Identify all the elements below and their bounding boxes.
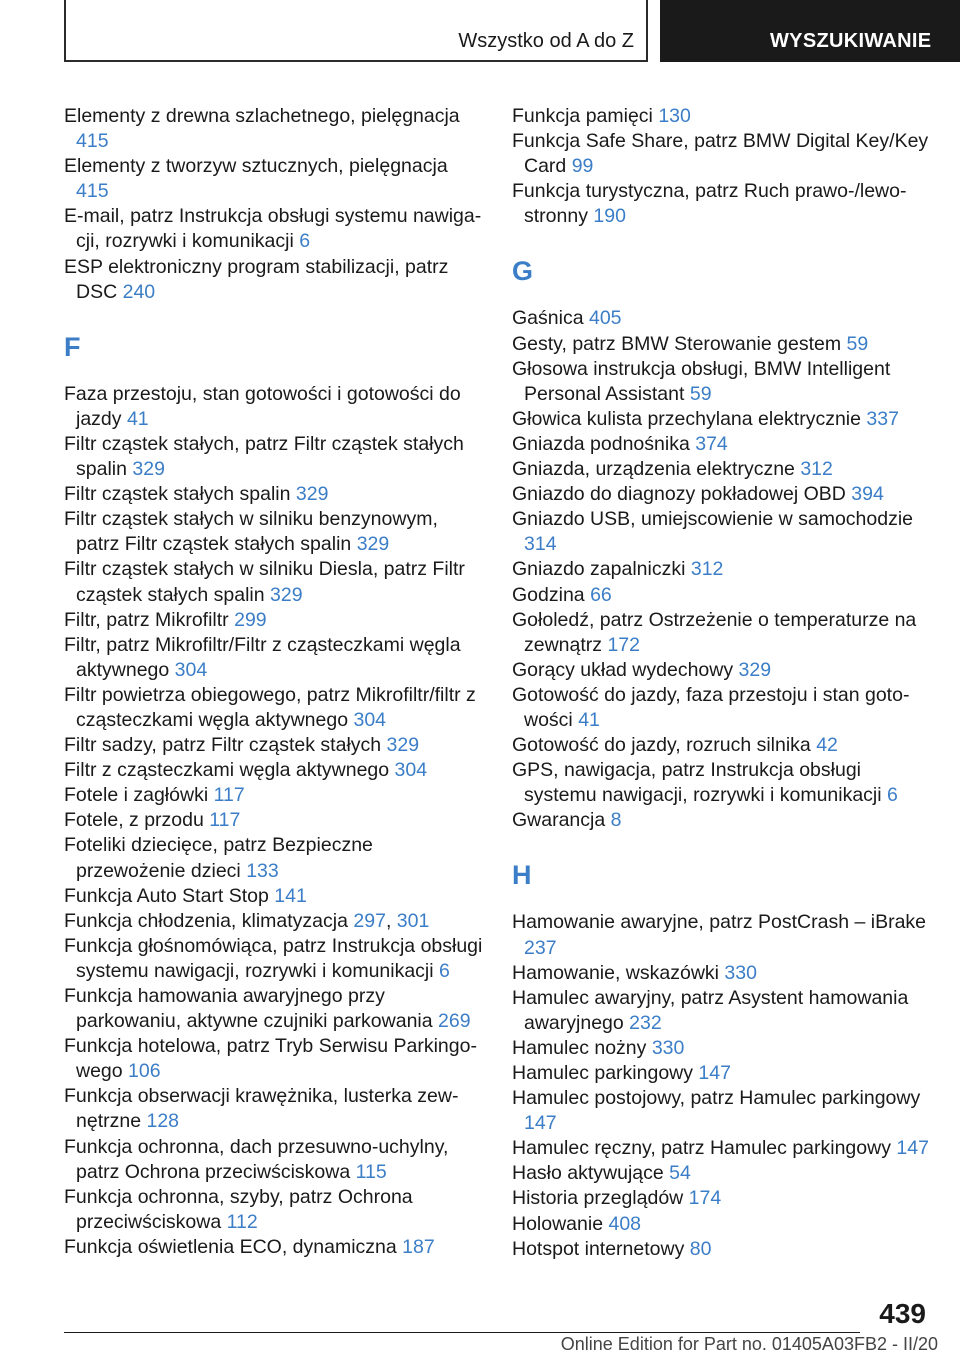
- page-ref-link[interactable]: 329: [386, 734, 420, 757]
- index-entry-text: Godzina: [512, 583, 585, 606]
- page-ref-link[interactable]: 337: [866, 407, 899, 430]
- index-entry: [64, 482, 484, 507]
- index-entry: [512, 1136, 932, 1161]
- index-entry: [512, 658, 932, 683]
- index-entry-text: Gniazdo do diagnozy pokładowej OBD: [512, 483, 846, 506]
- page-ref-link[interactable]: 329: [738, 658, 772, 681]
- index-entry-text: ESP elektroniczny program stabilizacji, patrz DSC: [64, 255, 449, 303]
- index-entry-text: Funkcja obserwacji krawężnika, lusterka zewnętrzne: [64, 1085, 459, 1133]
- index-entry: [64, 1084, 484, 1134]
- index-entry-text: Filtr, patrz Mikrofiltr/Filtr z cząsteczkami węgla aktywnego: [64, 633, 461, 681]
- page-number: 439: [879, 1298, 926, 1329]
- index-entry: [64, 1034, 484, 1084]
- index-entry: [64, 783, 484, 808]
- index-entry-text: Funkcja Safe Share, patrz BMW Digital Key/Key Card: [512, 130, 929, 178]
- page-ref-link[interactable]: 304: [353, 708, 387, 731]
- index-entry-text: Filtr, patrz Mikrofiltr: [64, 608, 229, 631]
- index-entry: [512, 507, 932, 557]
- index-entry: [512, 357, 932, 407]
- page-ref-link[interactable]: 330: [651, 1036, 685, 1059]
- page-ref-link[interactable]: 54: [669, 1162, 691, 1185]
- index-entry: [64, 733, 484, 758]
- index-entry: [512, 733, 932, 758]
- page-ref-link[interactable]: 394: [851, 483, 884, 506]
- index-entry: [64, 934, 484, 984]
- section-letter: G: [512, 256, 534, 287]
- index-entry-text: Hamulec parkingowy: [512, 1062, 693, 1084]
- page-ref-link[interactable]: 41: [578, 708, 600, 731]
- page-ref-link[interactable]: 299: [234, 608, 267, 631]
- index-entry: [64, 984, 484, 1034]
- index-column-left: [64, 104, 484, 1260]
- section-letter: H: [512, 860, 532, 891]
- index-entry-text: Hamulec postojowy, patrz Hamulec parkingowy: [512, 1087, 921, 1110]
- page-ref-link[interactable]: 66: [590, 583, 612, 606]
- index-entry: [512, 758, 932, 808]
- index-entry: [64, 833, 484, 883]
- index-entry-text: Elementy z tworzyw sztucznych, pielęgnacja: [64, 155, 448, 178]
- page-ref-link[interactable]: 80: [689, 1237, 712, 1260]
- index-entry: [512, 583, 932, 608]
- page-ref-link[interactable]: 405: [588, 307, 622, 330]
- index-entry: [64, 758, 484, 783]
- page-ref-link[interactable]: 415: [76, 180, 109, 203]
- index-entry: [512, 557, 932, 582]
- index-entry-text: Funkcja głośnomówiąca, patrz Instrukcja obsługi systemu nawigacji, rozrywki i komunikacji: [64, 934, 483, 982]
- index-entry: [512, 129, 932, 179]
- index-entry-text: Filtr powietrza obiegowego, patrz Mikrofiltr/filtr z cząsteczkami węgla aktywnego: [64, 683, 476, 731]
- index-entry: [512, 1161, 932, 1186]
- page-ref-link[interactable]: 237: [524, 936, 557, 959]
- index-entry-text: Hamowanie awaryjne, patrz PostCrash – iBrake: [512, 911, 927, 934]
- page-ref-link[interactable]: 240: [122, 280, 156, 303]
- index-entry-text: Holowanie: [512, 1212, 604, 1235]
- footer-edition: Online Edition for Part no. 01405A03FB2 - II/20: [560, 1334, 938, 1354]
- index-entry: [64, 255, 484, 305]
- index-entry-text: Gorący układ wydechowy: [512, 658, 734, 681]
- page-ref-link[interactable]: 374: [695, 432, 728, 455]
- index-entry: [512, 306, 932, 331]
- index-entry: [64, 683, 484, 733]
- index-entry-text: Hamulec awaryjny, patrz Asystent hamowania awaryjnego: [512, 986, 909, 1034]
- page-ref-link[interactable]: 312: [800, 458, 833, 481]
- index-entry-text: GPS, nawigacja, patrz Instrukcja obsługi systemu nawigacji, rozrywki i komunikacji: [512, 759, 882, 807]
- index-entry-text: Filtr cząstek stałych spalin: [64, 483, 291, 506]
- index-entry: [64, 1235, 484, 1260]
- page-ref-link[interactable]: 147: [896, 1137, 929, 1160]
- index-entry: [512, 432, 932, 457]
- index-entry: [64, 633, 484, 683]
- index-entry-text: Głosowa instrukcja obsługi, BMW Intelligent Personal Assistant: [512, 357, 891, 405]
- index-entry-text: Gesty, patrz BMW Sterowanie gestem: [512, 332, 842, 355]
- index-entry: [512, 1237, 932, 1262]
- index-entry-text: Foteliki dziecięce, patrz Bezpieczne przewożenie dzieci: [64, 834, 373, 882]
- index-entry-text: Filtr cząstek stałych w silniku Diesla, patrz Filtr cząstek stałych spalin: [64, 558, 465, 606]
- index-entry: [512, 457, 932, 482]
- index-entry-text: Fotele i zagłówki: [64, 784, 209, 807]
- index-entry-text: Gniazdo zapalniczki: [512, 558, 686, 581]
- index-entry: [512, 1061, 932, 1086]
- index-entry: [512, 808, 932, 833]
- index-entry: [64, 557, 484, 607]
- page-ref-link[interactable]: 330: [724, 961, 757, 984]
- page-ref-link[interactable]: 115: [355, 1160, 387, 1183]
- index-entry-text: Funkcja hamowania awaryjnego przy parkowaniu, aktywne czujniki parkowania: [64, 985, 433, 1033]
- page-ref-link[interactable]: 329: [270, 583, 303, 606]
- index-entry-text: Funkcja oświetlenia ECO, dynamiczna: [64, 1235, 397, 1258]
- index-entry: [512, 104, 932, 129]
- page-ref-link[interactable]: 269: [438, 1010, 471, 1033]
- index-entry: [512, 1086, 932, 1136]
- index-entry-text: Funkcja Auto Start Stop: [64, 884, 269, 907]
- page-ref-link[interactable]: 117: [209, 809, 241, 832]
- page-ref-link[interactable]: 304: [394, 759, 428, 782]
- index-entry-text: Gaśnica: [512, 307, 584, 330]
- index-entry: [512, 683, 932, 733]
- index-entry-text: Hamulec ręczny, patrz Hamulec parkingowy: [512, 1137, 891, 1160]
- page-ref-link[interactable]: 6: [439, 959, 450, 982]
- index-entry-text: Hotspot internetowy: [512, 1237, 685, 1260]
- index-entry: [512, 179, 932, 229]
- index-entry-text: Gotowość do jazdy, faza przestoju i stan gotowości: [512, 683, 910, 731]
- index-entry: [64, 432, 484, 482]
- index-entry: [512, 910, 932, 960]
- page-ref-link[interactable]: 117: [213, 784, 245, 807]
- index-entry-text: Głowica kulista przechylana elektrycznie: [512, 407, 861, 430]
- footer-rule: [64, 1332, 860, 1333]
- index-entry-text: Funkcja pamięci: [512, 105, 653, 127]
- index-entry: [64, 808, 484, 833]
- page-ref-link[interactable]: 408: [608, 1212, 642, 1235]
- header-title: Wszystko od A do Z: [458, 30, 634, 52]
- page-ref-link[interactable]: 329: [132, 458, 165, 481]
- index-entry-text: Gniazda podnośnika: [512, 432, 690, 455]
- page-ref-link[interactable]: 6: [887, 784, 898, 807]
- page-ref-link[interactable]: 301: [396, 909, 430, 932]
- index-entry-text: Faza przestoju, stan gotowości i gotowości do jazdy: [64, 382, 461, 430]
- index-entry: Funkcja chłodzenia, klimatyzacja 297, 301: [64, 909, 430, 932]
- section-letter: F: [64, 331, 81, 362]
- page-ref-link[interactable]: 190: [593, 205, 626, 228]
- index-entry-text: Elementy z drewna szlachetnego, pielęgnacja: [64, 105, 460, 127]
- page-ref-link[interactable]: 312: [690, 558, 724, 581]
- page-ref-link[interactable]: 329: [356, 533, 390, 556]
- index-column-right: [512, 104, 932, 1262]
- page-ref-link[interactable]: 232: [629, 1011, 662, 1034]
- index-entry-text: Funkcja chłodzenia, klimatyzacja: [64, 909, 348, 932]
- index-entry: [64, 1185, 484, 1235]
- index-entry: [64, 884, 484, 909]
- page-ref-link[interactable]: 130: [658, 105, 691, 127]
- index-entry: [64, 1135, 484, 1185]
- page-ref-link[interactable]: 59: [689, 382, 712, 405]
- index-entry: [64, 507, 484, 557]
- page-ref-link[interactable]: 133: [246, 859, 279, 882]
- index-entry-text: Fotele, z przodu: [64, 809, 204, 832]
- index-entry-text: Hamowanie, wskazówki: [512, 961, 719, 984]
- page-ref-link[interactable]: 304: [174, 658, 208, 681]
- page-ref-link[interactable]: 99: [571, 155, 594, 178]
- page-ref-link[interactable]: 415: [76, 130, 109, 153]
- index-entry: [64, 608, 484, 633]
- index-entry-text: Filtr z cząsteczkami węgla aktywnego: [64, 759, 390, 782]
- index-entry-text: Funkcja ochronna, szyby, patrz Ochrona przeciwściskowa: [64, 1185, 413, 1233]
- index-entry-text: Hamulec nożny: [512, 1036, 647, 1059]
- page-ref-link[interactable]: 187: [402, 1235, 435, 1258]
- page-ref-link[interactable]: 314: [524, 533, 557, 556]
- index-entry: [64, 204, 484, 254]
- index-entry-text: Gwarancja: [512, 809, 606, 832]
- page-ref-link[interactable]: 112: [226, 1210, 258, 1233]
- page-ref-link[interactable]: 141: [274, 884, 307, 907]
- index-entry: [64, 382, 484, 432]
- index-entry: [64, 154, 484, 204]
- index-entry: [512, 1186, 932, 1211]
- index-entry-text: Funkcja turystyczna, patrz Ruch prawo-/lewostronny: [512, 180, 907, 228]
- header-section-tab[interactable]: [660, 0, 960, 62]
- page-ref-link[interactable]: 42: [816, 734, 838, 757]
- header-section-label: WYSZUKIWANIE: [770, 30, 932, 52]
- index-entry: [512, 407, 932, 432]
- index-entry: [512, 482, 932, 507]
- page-ref-link[interactable]: 106: [128, 1060, 161, 1083]
- page-ref-link[interactable]: 329: [295, 483, 329, 506]
- page-ref-link[interactable]: 128: [146, 1110, 180, 1133]
- index-entry-text: Gniazdo USB, umiejscowienie w samochodzie: [512, 508, 914, 531]
- page-ref-link[interactable]: 147: [524, 1112, 557, 1135]
- index-entry-text: Gołoledź, patrz Ostrzeżenie o temperaturze na zewnątrz: [512, 608, 917, 656]
- index-entry-text: Gniazda, urządzenia elektryczne: [512, 458, 795, 481]
- index-entry-text: Filtr cząstek stałych, patrz Filtr cząstek stałych spalin: [64, 432, 464, 481]
- page-ref-link[interactable]: 174: [688, 1187, 722, 1210]
- page-ref-link[interactable]: 41: [126, 407, 149, 430]
- index-entry: [512, 332, 932, 357]
- index-entry-text: Funkcja hotelowa, patrz Tryb Serwisu Parkingowego: [64, 1035, 477, 1083]
- index-entry-text: Filtr sadzy, patrz Filtr cząstek stałych: [64, 734, 382, 757]
- page-ref-link[interactable]: 8: [610, 809, 622, 832]
- index-entry: [512, 986, 932, 1036]
- index-entry-text: Filtr cząstek stałych w silniku benzynowym, patrz Filtr cząstek stałych spalin: [64, 508, 438, 556]
- index-entry: [512, 1036, 932, 1061]
- index-entry-text: Gotowość do jazdy, rozruch silnika: [512, 734, 811, 757]
- page-ref-link[interactable]: 59: [846, 332, 869, 355]
- index-entry-text: E-mail, patrz Instrukcja obsługi systemu nawigacji, rozrywki i komunikacji: [64, 205, 482, 253]
- index-entry: [512, 608, 932, 658]
- index-entry-text: Hasło aktywujące: [512, 1162, 664, 1185]
- page-ref-link[interactable]: 297: [353, 909, 386, 932]
- page-ref-link[interactable]: 147: [698, 1062, 731, 1084]
- page-ref-link[interactable]: 6: [299, 230, 311, 253]
- index-entry-text: Historia przeglądów: [512, 1187, 684, 1210]
- index-entry-text: Funkcja ochronna, dach przesuwno-uchylny, patrz Ochrona przeciwściskowa: [64, 1135, 449, 1183]
- index-entry: [512, 961, 932, 986]
- header-title-frame: [64, 0, 648, 62]
- index-entry: [512, 1212, 932, 1237]
- index-entry: [64, 104, 484, 154]
- page-ref-link[interactable]: 172: [607, 633, 640, 656]
